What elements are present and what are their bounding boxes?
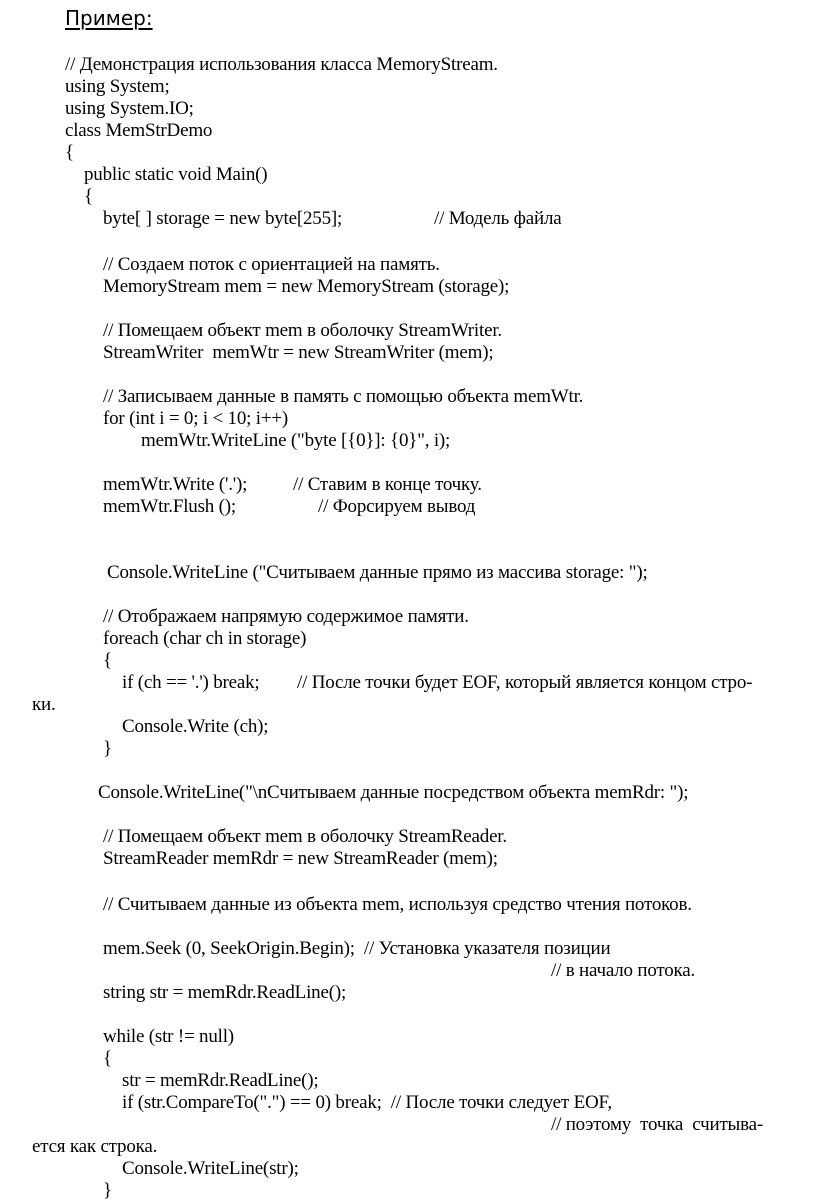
code-comment: // Модель файла	[434, 208, 562, 229]
code-line: StreamWriter memWtr = new StreamWriter (mem);	[103, 342, 494, 363]
code-line: StreamReader memRdr = new StreamReader (mem);	[103, 848, 498, 869]
code-line: Console.WriteLine("\nСчитываем данные посредством объекта memRdr: ");	[98, 782, 689, 803]
code-line: if (str.CompareTo(".") == 0) break; // После точки следует EOF,	[122, 1092, 612, 1113]
code-line: class MemStrDemo	[65, 120, 213, 141]
code-line: memWtr.Write ('.');	[103, 474, 248, 495]
code-comment-line: // Создаем поток с ориентацией на память.	[103, 254, 440, 275]
code-comment-line: // Записываем данные в память с помощью объекта memWtr.	[103, 386, 584, 407]
code-comment-line: // Считываем данные из объекта mem, используя средство чтения потоков.	[103, 894, 692, 915]
code-line: Console.WriteLine ("Считываем данные прямо из массива storage: ");	[107, 562, 648, 583]
code-line: mem.Seek (0, SeekOrigin.Begin); // Установка указателя позиции	[103, 938, 611, 959]
code-brace: }	[103, 738, 112, 759]
code-line: while (str != null)	[103, 1026, 234, 1047]
code-line: Console.WriteLine(str);	[122, 1158, 299, 1179]
code-brace: {	[65, 142, 74, 163]
code-line: MemoryStream mem = new MemoryStream (storage);	[103, 276, 510, 297]
code-brace: {	[103, 1048, 112, 1069]
code-line: byte[ ] storage = new byte[255];	[103, 208, 343, 229]
code-line: public static void Main()	[84, 164, 268, 185]
code-line: foreach (char ch in storage)	[103, 628, 307, 649]
code-brace: {	[84, 186, 93, 207]
code-comment-line: // Отображаем напрямую содержимое памяти.	[103, 606, 469, 627]
code-comment-line: // Помещаем объект mem в оболочку StreamWriter.	[103, 320, 502, 341]
example-heading: Пример:	[65, 6, 153, 30]
code-line: memWtr.WriteLine ("byte [{0}]: {0}", i);	[141, 430, 451, 451]
code-comment-wrap: ется как строка.	[32, 1136, 158, 1157]
code-line: using System.IO;	[65, 98, 194, 119]
code-line: using System;	[65, 76, 170, 97]
code-line: for (int i = 0; i < 10; i++)	[103, 408, 289, 429]
code-comment: // поэтому точка считыва-	[551, 1114, 763, 1135]
code-line: memWtr.Flush ();	[103, 496, 236, 517]
code-comment-line: // Помещаем объект mem в оболочку StreamReader.	[103, 826, 507, 847]
code-comment: // Форсируем вывод	[318, 496, 476, 517]
code-brace: }	[103, 1180, 112, 1201]
code-comment: // Ставим в конце точку.	[293, 474, 482, 495]
code-line: Console.Write (ch);	[122, 716, 269, 737]
code-line: if (ch == '.') break;	[122, 672, 260, 693]
code-comment: // После точки будет EOF, который является концом стро-	[297, 672, 753, 693]
code-brace: {	[103, 650, 112, 671]
code-line: str = memRdr.ReadLine();	[122, 1070, 319, 1091]
code-line: string str = memRdr.ReadLine();	[103, 982, 347, 1003]
code-comment-line: // Демонстрация использования класса MemoryStream.	[65, 54, 498, 75]
code-comment: // в начало потока.	[551, 960, 696, 981]
code-comment-wrap: ки.	[32, 694, 56, 715]
